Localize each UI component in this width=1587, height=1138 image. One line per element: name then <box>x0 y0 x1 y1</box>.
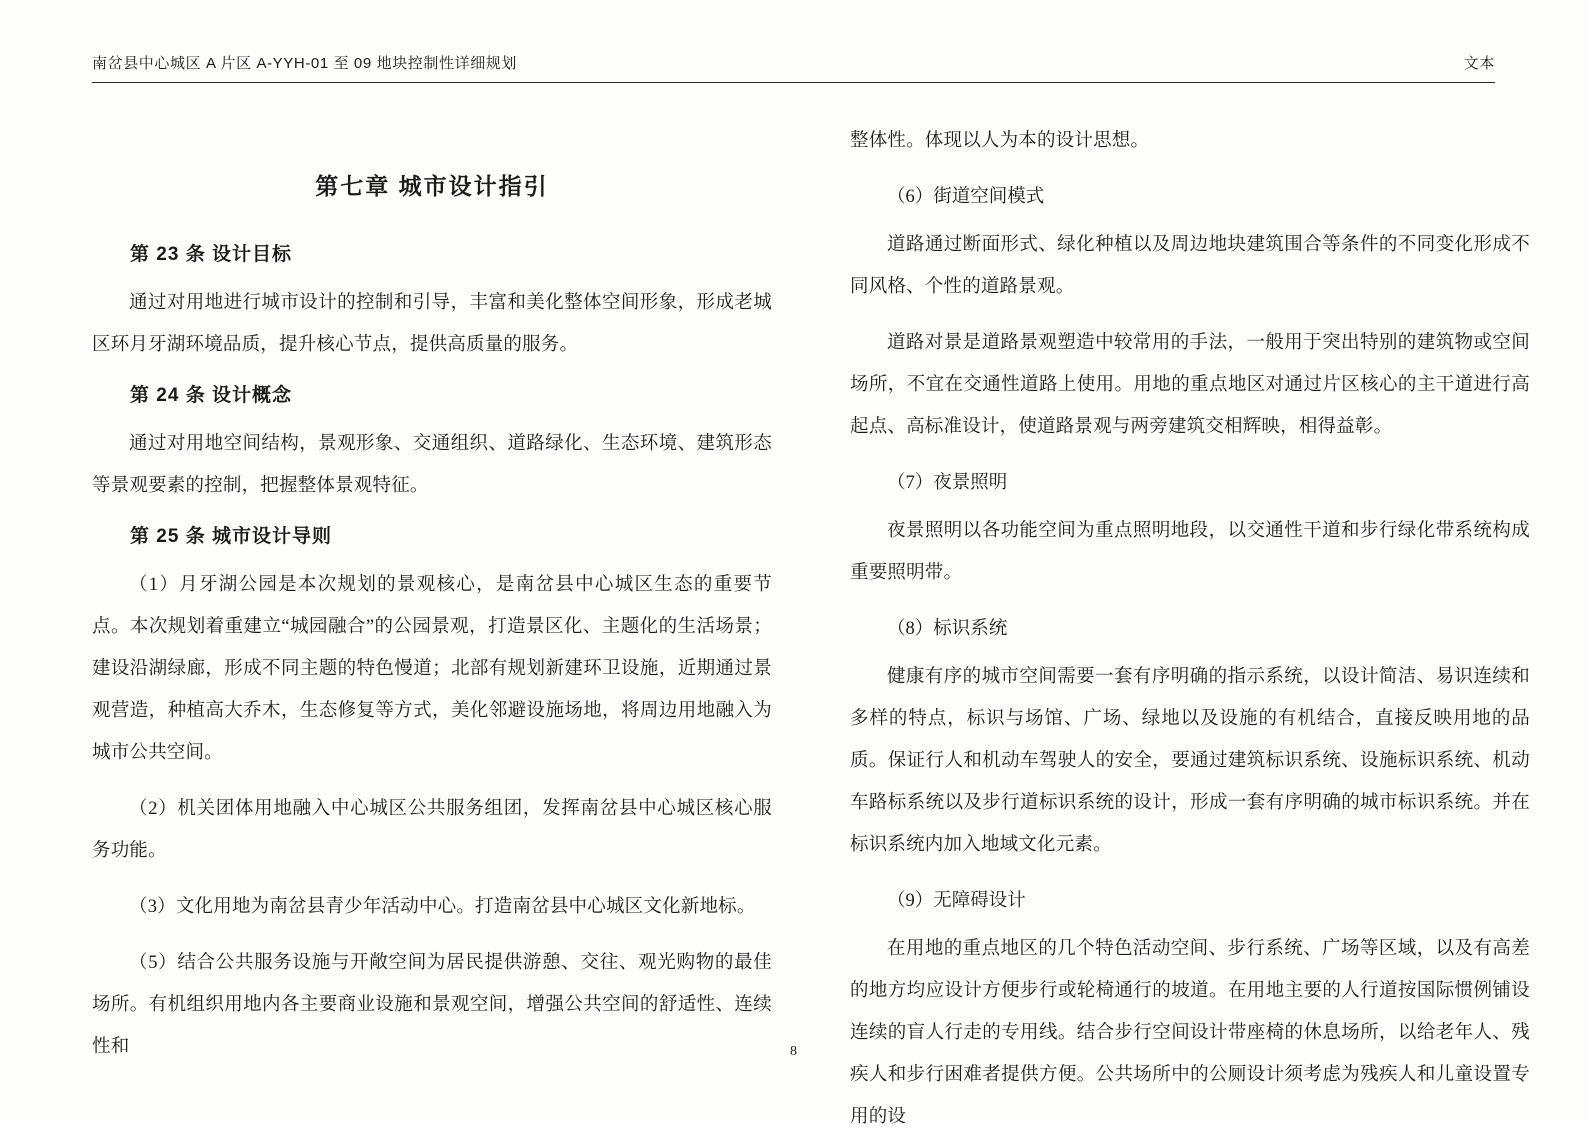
chapter-title: 第七章 城市设计指引 <box>315 173 549 199</box>
article-25-paragraph-1: （1）月牙湖公园是本次规划的景观核心，是南岔县中心城区生态的重要节点。本次规划着重建立“城园融合”的公园景观，打造景区化、主题化的生活场景；建设沿湖绿廊，形成不同主题的特色慢道；北部有规划新建环卫设施，近期通过景观营造，种植高大乔木，生态修复等方式，美化邻避设施场地，将周边用地融入为城市公共空间。 <box>92 575 772 763</box>
continuation-paragraph: 整体性。体现以人为本的设计思想。 <box>850 131 1150 151</box>
item-6-paragraph-1: 道路通过断面形式、绿化种植以及周边地块建筑围合等条件的不同变化形成不同风格、个性的道路景观。 <box>850 235 1530 297</box>
item-6-paragraph-2: 道路对景是道路景观塑造中较常用的手法，一般用于突出特别的建筑物或空间场所，不宜在交通性道路上使用。用地的重点地区对通过片区核心的主干道进行高起点、高标准设计，使道路景观与两旁建筑交相辉映，相得益彰。 <box>850 333 1530 437</box>
item-label-8: （8）标识系统 <box>887 619 1008 639</box>
item-label-9: （9）无障碍设计 <box>887 891 1026 911</box>
left-column <box>92 120 772 1057</box>
article-25-paragraph-2: （2）机关团体用地融入中心城区公共服务组团，发挥南岔县中心城区核心服务功能。 <box>92 799 772 861</box>
page-header <box>92 52 1495 82</box>
item-7-paragraph-1: 夜景照明以各功能空间为重点照明地段，以交通性干道和步行绿化带系统构成重要照明带。 <box>850 521 1530 583</box>
page-number: 8 <box>790 1044 797 1059</box>
item-label-7: （7）夜景照明 <box>887 473 1008 493</box>
right-column <box>850 120 1530 1127</box>
header-section-label: 文本 <box>1463 55 1495 72</box>
item-label-6: （6）街道空间模式 <box>887 187 1045 207</box>
article-heading-25: 第 25 条 城市设计导则 <box>130 526 332 547</box>
article-25-paragraph-4: （5）结合公共服务设施与开敞空间为居民提供游憩、交往、观光购物的最佳场所。有机组织用地内各主要商业设施和景观空间，增强公共空间的舒适性、连续性和 <box>92 953 772 1057</box>
article-heading-24: 第 24 条 设计概念 <box>130 385 292 406</box>
item-9-paragraph-1: 在用地的重点地区的几个特色活动空间、步行系统、广场等区域，以及有高差的地方均应设计方便步行或轮椅通行的坡道。在用地主要的人行道按国际惯例铺设连续的盲人行走的专用线。结合步行空间设计带座椅的休息场所，以给老年人、残疾人和步行困难者提供方便。公共场所中的公厕设计须考虑为残疾人和儿童设置专用的设 <box>850 939 1530 1127</box>
article-heading-23: 第 23 条 设计目标 <box>130 244 292 265</box>
item-8-paragraph-1: 健康有序的城市空间需要一套有序明确的指示系统，以设计简洁、易识连续和多样的特点，标识与场馆、广场、绿地以及设施的有机结合，直接反映用地的品质。保证行人和机动车驾驶人的安全，要通过建筑标识系统、设施标识系统、机动车路标系统以及步行道标识系统的设计，形成一套有序明确的城市标识系统。并在标识系统内加入地域文化元素。 <box>850 667 1530 855</box>
article-25-paragraph-3: （3）文化用地为南岔县青少年活动中心。打造南岔县中心城区文化新地标。 <box>129 897 756 917</box>
header-document-title: 南岔县中心城区 A 片区 A-YYH-01 至 09 地块控制性详细规划 <box>92 55 517 72</box>
page-columns <box>92 120 1530 1127</box>
article-24-paragraph-1: 通过对用地空间结构，景观形象、交通组织、道路绿化、生态环境、建筑形态等景观要素的控制，把握整体景观特征。 <box>92 434 772 496</box>
article-23-paragraph-1: 通过对用地进行城市设计的控制和引导，丰富和美化整体空间形象，形成老城区环月牙湖环境品质，提升核心节点，提供高质量的服务。 <box>92 293 772 355</box>
header-divider <box>92 82 1495 83</box>
